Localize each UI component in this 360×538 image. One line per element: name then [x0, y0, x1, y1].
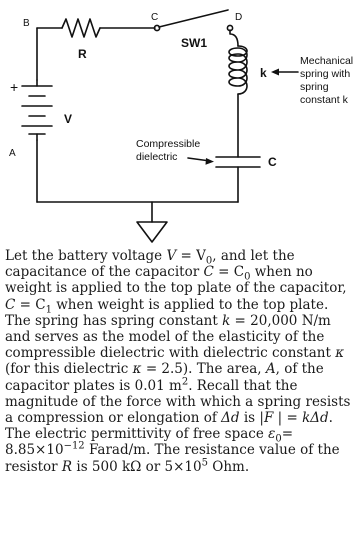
circuit-diagram	[0, 0, 360, 248]
dielectric-note-line1: Compressible	[136, 138, 201, 150]
switch-sw1	[159, 10, 228, 27]
problem-paragraph: Let the battery voltage $V = V_0$, and let the capacitance of the capacitor $C = C_0$ when no weight is applied to the top plate of the capacitor, $C = C_1$ when weight is applied to the top plate. The spring has spring constant k = 20,000 N/m and serves as the model of the elasticity of the compressible dielectric with dielectric constant κ (for this dielectric κ = 2.5). The area, A, of the capacitor plates is 0.01 $m^2$. Recall that the magnitude of the force with which a spring resists a compression or elongation of Δd is |F | = kΔd. The electric permittivity of free space $\varepsilon_0= 8.85\times 10^{-12}$ Farad/m. The resistance value of the resistor R is 500 kΩ or $5\times 10^5$ Ohm.	[5, 248, 351, 475]
label-V: V	[64, 112, 73, 126]
label-SW1: SW1	[181, 36, 208, 50]
dielectric-arrow-head	[206, 158, 215, 165]
label-k: k	[260, 66, 267, 80]
problem-statement	[5, 248, 357, 475]
spring-note-line2: spring with	[300, 68, 351, 80]
label-C-node: C	[151, 12, 159, 23]
resistor-R	[62, 19, 100, 37]
spring-k	[229, 46, 247, 94]
label-C-capacitor: C	[268, 155, 277, 169]
label-B: B	[23, 18, 30, 29]
dielectric-note-line2: dielectric	[136, 151, 178, 163]
spring-note-line4: constant k	[300, 94, 348, 106]
spring-note-line1: Mechanical	[300, 55, 354, 67]
wire-right-upper	[230, 30, 238, 46]
node-C	[154, 25, 159, 30]
label-D: D	[235, 12, 243, 23]
ground-symbol	[137, 222, 167, 242]
label-A: A	[9, 148, 16, 159]
label-plus: +	[10, 79, 19, 95]
spring-arrow-head	[271, 69, 279, 76]
spring-note-line3: spring	[300, 81, 329, 93]
label-R: R	[78, 47, 87, 61]
